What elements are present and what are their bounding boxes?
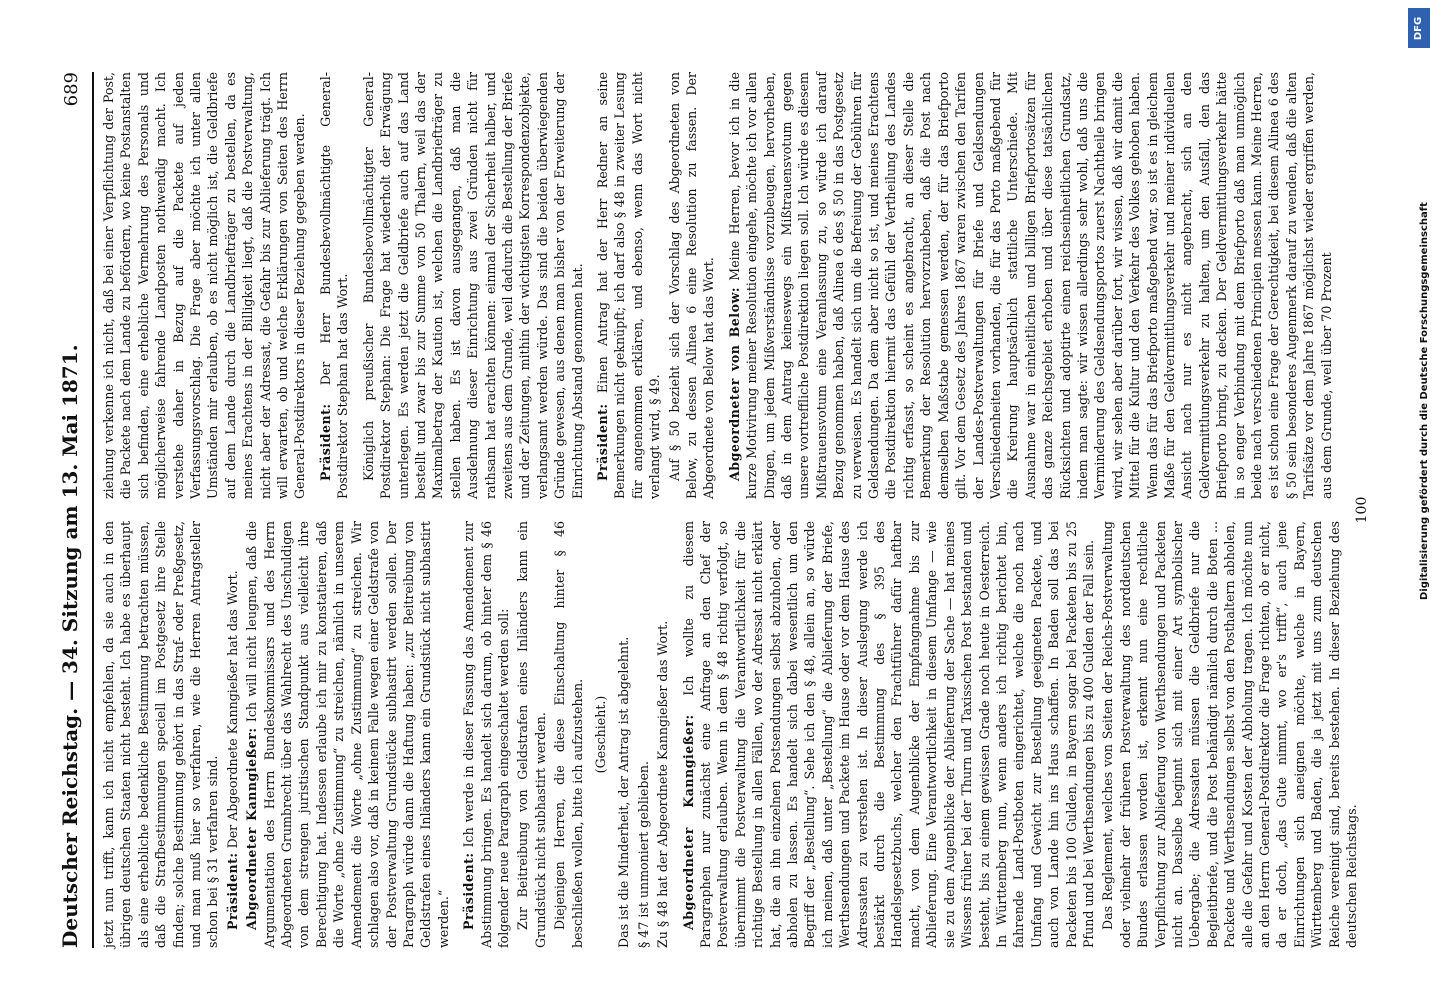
paragraph-text: Diejenigen Herren, die diese Einschaltung hinter § 46 beschließen wollen, bitte ich aufzustehen. <box>552 521 585 948</box>
paragraph <box>360 72 586 499</box>
page-header <box>58 72 94 948</box>
speaker-name: Präsident: <box>224 852 240 930</box>
text-column-right <box>100 72 1344 499</box>
speaker-name: Präsident: <box>461 852 477 930</box>
paragraph-text: Der Abgeordnete Kanngießer hat das Wort. <box>224 570 240 853</box>
paragraph-text: jetzt nun trifft, kann ich nicht empfehlen, da sie auch in den übrigen deutschen Staaten nicht besteht. Ich habe es überhaupt als eine erhebliche bedenkliche Bestimmung betrachten müssen, daß die Strafbestimmungen speciell im Postgesetz ihre Stelle finden; solche Bestimmung gehört in das Straf- oder Preßgesetz, und man muß hier so verfahren, wie die Herren Antragsteller schon bei § 31 verfahren sind. <box>101 521 221 948</box>
paragraph-text: Einen Antrag hat der Herr Redner an seine Bemerkungen nicht geknüpft; ich darf also § 48 in zweiter Lesung für angenommen erklären, und ebenso, wenn das Wort nicht verlangt wird, § 49. <box>594 72 663 499</box>
paragraph-text: Ich will nicht leugnen, daß die Argumentation des Herrn Bundeskommissars und des Herrn Abgeordneten Grumbrecht über das Wahlrecht des Unschuldigen von dem strengen juristischen Standpunkt aus vielleicht ihre Berechtigung hat. Indessen erlaube ich mir zu konstatieren, daß die Worte „ohne Zustimmung“ zu streichen, nämlich in unserem Amendement die Worte „ohne Zustimmung“ zu streichen. Wir schlagen also vor, daß in keinem Falle wegen einer Geldstrafe von der Postverwaltung Grundstücke subhastirt werden sollen. Der Paragraph würde dann die Haftung haben: „zur Beitreibung von Geldstrafen eines Inländers kann ein Grundstück nicht subhastirt werden.“ <box>244 521 451 948</box>
page-number: 689 <box>61 72 82 107</box>
paragraph <box>514 521 549 948</box>
paragraph <box>615 521 632 948</box>
paragraph <box>224 521 241 948</box>
paragraph-text: Auf § 50 bezieht sich der Vorschlag des Abgeordneten von Below, zu dessen Alinea 6 eine Resolution zu fassen. Der Abgeordnete von Below hat das Wort. <box>666 72 717 499</box>
paragraph <box>726 72 1335 499</box>
speaker-name: Präsident: <box>317 403 333 481</box>
sheet-signature: 100 <box>1354 496 1370 524</box>
paragraph-text: Das Reglement, welches von Seiten der Reichs-Postverwaltung oder vielmehr der früheren Postverwaltung des norddeutschen Bundes erlassen worden ist, erkennt nun eine rechtliche Verpflichtung zur Ablieferung von Werthsendungen und Packeten nicht an. Dasselbe beginnt sich mit einer Art symbolischer Uebergabe; die Adressaten müssen die Geldbriefe nur die Begleitbriefe, und die Post behändigt nämlich durch die Boten ... Packete und Werthsendungen selbst von den Posthaltern abholen, alle die Gefahr und Kosten der Abholung tragen. Ich möchte nun an den Herrn General-Postdirektor die Frage richten, ob er nicht, da er doch, „das Gute nimmt, wo er's trifft“, auch jene Einrichtungen sich aneignen möchte, welche in Bayern, Württemberg und Baden, die ja jetzt mit uns zum deutschen Reiche vereinigt sind, bereits bestehen. In dieser Beziehung des deutschen Reichstags. <box>1100 521 1360 948</box>
paragraph <box>592 521 609 948</box>
paragraph-text: Der Herr Bundesbevollmächtigte General-Postdirektor Stephan hat das Wort. <box>317 72 351 499</box>
paragraph <box>100 72 309 499</box>
speaker-name: Präsident: <box>594 403 610 481</box>
paragraph <box>666 72 718 499</box>
speaker-name: Abgeordneter Kanngießer: <box>244 727 260 930</box>
paragraph <box>635 521 652 948</box>
funding-note: Digitalisierung gefördert durch die Deutsche Forschungsgemeinschaft <box>1419 202 1430 600</box>
paragraph <box>680 521 1098 948</box>
paragraph <box>317 72 352 499</box>
paragraph <box>594 72 664 499</box>
paragraph-text: Ich werde in dieser Fassung das Amendement zur Abstimmung bringen. Es handelt sich darum, ob hinter dem § 46 folgender neue Paragraph eingeschaltet werden soll: <box>461 521 511 948</box>
text-columns <box>100 71 1360 948</box>
paragraph-text: Königlich preußischer Bundesbevollmächtigter General-Postdirektor Stephan: Die Frage hat wiederholt der Erwägung unterlegen. Es werden jetzt die Geldbriefe auch auf das Land bestellt und zwar bis zur Summe von 50 Thalern, weil das der Maximalbetrag der Kaution ist, welchen die Landbriefträger zu stellen haben. Es ist davon ausgegangen, daß man die Ausdehnung dieser Einrichtung aus zwei Gründen nicht für rathsam hat erachten können: einmal der Sicherheit halber, und zweitens aus dem Grunde, weil dadurch die Bestellung der Briefe und der Zeitungen, mithin der wichtigsten Korrespondenzobjekte, verlangsamt werden würde. Das sind die beiden überwiegenden Gründe gewesen, aus denen man bisher von der Erweiterung der Einrichtung Abstand genommen hat. <box>360 72 585 499</box>
speaker-name: Abgeordneter von Below: <box>726 287 742 481</box>
speaker-name: Abgeordneter Kanngießer: <box>680 714 696 930</box>
digitization-sidebar <box>1405 0 1432 1000</box>
paragraph <box>551 521 586 948</box>
paragraph-text: Zur Beitreibung von Geldstrafen eines Inländers kann ein Grundstück nicht subhastirt werden. <box>515 521 548 948</box>
paragraph <box>100 521 222 948</box>
paragraph-text: (Geschieht.) <box>592 695 608 774</box>
paragraph <box>654 521 671 948</box>
paragraph-text: § 47 ist unmoniert geblieben. <box>635 760 651 948</box>
paragraph <box>460 521 512 948</box>
paragraph-text: Zu § 48 hat der Abgeordnete Kanngießer das Wort. <box>655 620 671 948</box>
paragraph-text: Das ist die Minderheit, der Antrag ist abgelehnt. <box>616 636 632 948</box>
dfg-logo <box>1408 8 1430 48</box>
running-head: Deutscher Reichstag. — 34. Sitzung am 13. Mai 1871. <box>58 344 82 948</box>
scanned-page <box>50 60 1370 960</box>
paragraph-text: Meine Herren, bevor ich in die kurze Motivirung meiner Resolution eingehe, möchte ich vor allen Dingen, um jedem Mißverständnisse vorzubeugen, hervorheben, daß in dem Antrag keineswegs ein Mißtrauensvotum gegen unsere vortreffliche Postdirektion liegen soll. Ich würde es diesem Mißtrauensvotum eine Veranlassung zu, so würde ich darauf Bezug genommen haben, daß Alinea 6 des § 50 in das Postgesetz zu verweisen. Es handelt sich um die Befreiung der Gebühren für Geldsendungen. Da dem aber nicht so ist, und meines Erachtens die Postdirektion hiermit das Gefühl der Vertheilung des Landes richtig erfasst, so scheint es angebracht, an dieser Stelle die Bemerkung der Resolution hervorzuheben, daß die Post nach demselben Maßstabe gemessen werden, der für das Briefporto gilt. Vor dem Gesetz des Jahres 1867 waren zwischen den Tarifen der Landes-Postverwaltungen für Briefe und Geldsendungen Verschiedenheiten vorhanden, die für das Porto maßgebend für die Kreirung hauptsächlich stattliche Unterschiede. Mit Ausnahme war in einheitlichen und billigen Briefportosätzen für das ganze Reichsgebiet erhoben und über diese tatsächlichen Rücksichten und adoptirte einen reichseinheitlichen Grundsatz, indem man sagte: wir wissen allerdings sehr wohl, daß uns die Verminderung des Geldsendungsportos zuerst Nachtheile bringen wird, wir sehen aber darüber fort, wir wissen, daß wir damit die Mittel für die Kultur und den Verkehr des Volkes gehoben haben. Wenn das für das Briefporto maßgebend war, so ist es in gleichem Maße für den Geldvermittlungsverkehr und meiner individuellen Ansicht nach nur es nicht angebracht, sich an den Geldvermittlungsverkehr zu halten, um den Ausfall, den das Briefporto bringt, zu decken. Der Geldvermittlungsverkehr hätte in so enger Verbindung mit dem Briefporto daß man unmöglich beide nach verschiedenen Principien messen kann. Meine Herren, es ist schon eine Frage der Gerechtigkeit, bei diesem Alinea 6 des § 50 sein besonderes Augenmerk darauf zu wenden, daß die alten Tarifsätze vor dem Jahre 1867 möglichst wieder ergriffen werden, aus dem Grunde, weil über 70 Prozent <box>726 71 1334 499</box>
text-column-left <box>100 520 1360 948</box>
paragraph-text: ziehung verkenne ich nicht, daß bei einer Verpflichtung der Post, die Packete nach dem Lande zu befördern, wo keine Postanstalten sich befinden, eine erhebliche Vermehrung des Personals und möglicherweise fahrende Landposten nothwendig macht. Ich verstehe daher in Bezug auf die Packete auf jeden Verfassungsvorschlag. Die Frage aber möchte ich unter allen Umständen mir erlauben, ob es nicht möglich ist, die Geldbriefe auf dem Lande durch die Landbriefträger zu bestellen, da es meines Erachtens in der Billigkeit liegt, daß die Postverwaltung, nicht aber der Adressat, die Gefahr bis zur Ablieferung trägt. Ich will erwarten, ob und welche Erklärungen von Seiten des Herrn General-Postdirektors in dieser Beziehung gegeben werden. <box>101 72 308 499</box>
paragraph <box>243 521 452 948</box>
dfg-logo-text: DFG <box>1413 16 1425 40</box>
paragraph-text: Ich wollte zu diesem Paragraphen nur zunächst eine Anfrage an den Chef der Postverwaltung erlauben. Wenn in dem § 48 richtig verfolgt, so übernimmt die Postverwaltung die Verantwortlichkeit für die richtige Bestellung in allen Fällen, wo der Adressat nicht erklärt hat, die an ihn einzelnen Postsendungen selbst abzuholen, oder abholen zu lassen. Es handelt sich dabei wesentlich um den Begriff der „Bestellung“. Sehe ich den § 48, allein an, so würde ich meinen, daß unter „Bestellung“ die Ablieferung der Briefe, Werthsendungen und Packete im Hause oder vor dem Hause des Adressaten zu verstehen ist. In dieser Auslegung werde ich bestärkt durch die Bestimmung des § 395 des Handelsgesetzbuchs, welcher den Frachtführer dafür haftbar macht, von dem Augenblicke der Empfangnahme bis zur Ablieferung. Eine Verantwortlichkeit in diesem Umfange — wie sie zu dem Augenblicke der Ablieferung der Sache — hat meines Wissens früher bei der Thurn und Taxisschen Post bestanden und besteht, bis zu einem gewissen Grade noch heute in Oesterreich. In Württemberg nun, wenn anders ich richtig berichtet bin, fahrende Land-Postboten eingerichtet, welche die noch nach Umfang und Gewicht zur Bestellung geeigneten Packete, und auch von Lande hin ins Haus schaffen. In Baden soll das bei Packeten bis 100 Gulden, in Bayern sogar bei Packeten bis zu 25 Pfund und bei Werthsendungen bis zu 400 Gulden der Fall sein. <box>680 520 1096 948</box>
paragraph <box>1099 521 1360 948</box>
